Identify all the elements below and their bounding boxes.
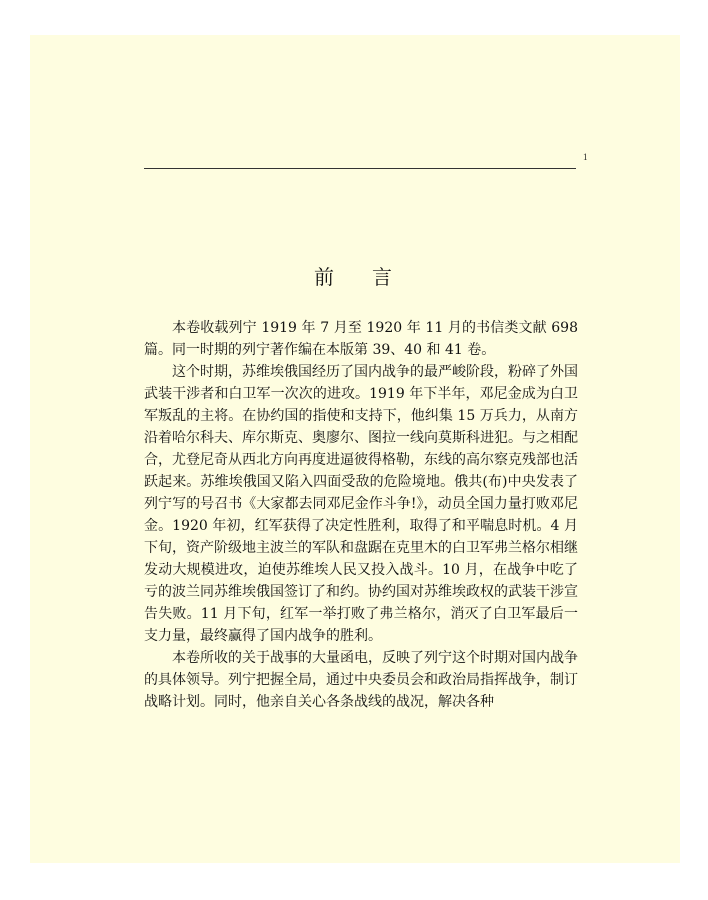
page-number: 1	[583, 152, 588, 162]
book-page	[30, 35, 680, 863]
page-title: 前言	[314, 265, 430, 289]
paragraph: 本卷收载列宁 1919 年 7 月至 1920 年 11 月的书信类文献 698 篇。同一时期的列宁著作编在本版第 39、40 和 41 卷。	[144, 320, 578, 358]
paragraph: 这个时期，苏维埃俄国经历了国内战争的最严峻阶段，粉碎了外国武装干涉者和白卫军一次次的进攻。1919 年下半年，邓尼金成为白卫军叛乱的主将。在协约国的指使和支持下，他纠集 15 万兵力，从南方沿着哈尔科夫、库尔斯克、奥廖尔、图拉一线向莫斯科进犯。与之相配合，尤登尼奇从西北方向再度进逼彼得格勒，东线的高尔察克残部也活跃起来。苏维埃俄国又陷入四面受敌的危险境地。俄共(布)中央发表了列宁写的号召书《大家都去同邓尼金作斗争!》，动员全国力量打败邓尼金。1920 年初，红军获得了决定性胜利，取得了和平喘息时机。4 月下旬，资产阶级地主波兰的军队和盘踞在克里木的白卫军弗兰格尔相继发动大规模进攻，迫使苏维埃人民又投入战斗。10 月，在战争中吃了亏的波兰同苏维埃俄国签订了和约。协约国对苏维埃政权的武装干涉宣告失败。11 月下旬，红军一举打败了弗兰格尔，消灭了白卫军最后一支力量，最终赢得了国内战争的胜利。	[144, 364, 578, 644]
header-rule	[144, 168, 576, 169]
body-text	[144, 317, 578, 713]
paragraph: 本卷所收的关于战事的大量函电，反映了列宁这个时期对国内战争的具体领导。列宁把握全局，通过中央委员会和政治局指挥战争，制订战略计划。同时，他亲自关心各条战线的战况，解决各种	[144, 650, 578, 710]
